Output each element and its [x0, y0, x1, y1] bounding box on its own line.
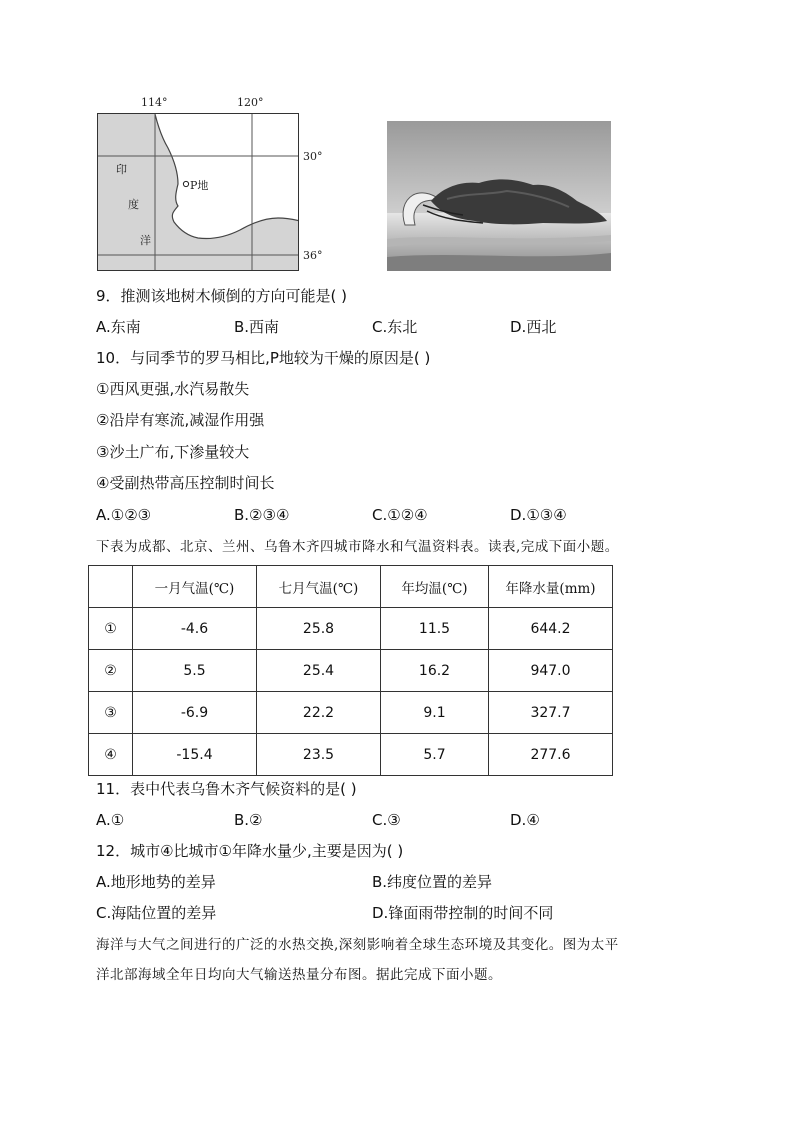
table-intro: 下表为成都、北京、兰州、乌鲁木齐四城市降水和气温资料表。读表,完成下面小题。	[96, 539, 619, 555]
q10-statement-2: ②沿岸有寒流,减湿作用强	[96, 411, 265, 429]
question-10-stem: 10．与同季节的罗马相比,P地较为干燥的原因是( )	[96, 349, 431, 367]
question-9-stem: 9．推测该地树木倾倒的方向可能是( )	[96, 287, 348, 305]
table-header-row	[89, 566, 613, 608]
table-cell: 5.7	[381, 734, 489, 776]
ocean-label-char-2: 度	[128, 198, 139, 211]
q10-option-b: B.②③④	[234, 506, 290, 524]
table-cell: 947.0	[489, 650, 613, 692]
table-row	[89, 608, 613, 650]
question-11-stem: 11．表中代表乌鲁木齐气候资料的是( )	[96, 780, 357, 798]
q12-option-c: C.海陆位置的差异	[96, 904, 217, 922]
q9-option-d: D.西北	[510, 318, 557, 336]
q10-option-d: D.①③④	[510, 506, 567, 524]
table-cell: 25.8	[257, 608, 381, 650]
table-header-cell: 七月气温(℃)	[257, 566, 381, 608]
table-cell: 25.4	[257, 650, 381, 692]
table-cell: 5.5	[133, 650, 257, 692]
table-cell: 23.5	[257, 734, 381, 776]
closing-paragraph-line-2: 洋北部海域全年日均向大气输送热量分布图。据此完成下面小题。	[96, 967, 502, 983]
table-header-cell: 年均温(℃)	[381, 566, 489, 608]
table-cell: -6.9	[133, 692, 257, 734]
lon-label-114: 114°	[141, 96, 168, 109]
lat-label-36: 36°	[303, 249, 323, 262]
closing-paragraph-line-1: 海洋与大气之间进行的广泛的水热交换,深刻影响着全球生态环境及其变化。图为太平	[96, 937, 619, 953]
photo-drawing	[387, 121, 611, 271]
table-row	[89, 734, 613, 776]
ocean-label-char-3: 洋	[140, 234, 151, 247]
q9-option-b: B.西南	[234, 318, 280, 336]
p-location-label: P地	[190, 179, 209, 192]
q11-option-b: B.②	[234, 811, 263, 829]
q10-option-a: A.①②③	[96, 506, 152, 524]
table-header-cell: 一月气温(℃)	[133, 566, 257, 608]
table-cell: 9.1	[381, 692, 489, 734]
question-12-stem: 12．城市④比城市①年降水量少,主要是因为( )	[96, 842, 404, 860]
table-cell: 22.2	[257, 692, 381, 734]
table-header-cell: 年降水量(mm)	[489, 566, 613, 608]
q9-option-c: C.东北	[372, 318, 418, 336]
q11-option-c: C.③	[372, 811, 401, 829]
table-cell: ③	[89, 692, 133, 734]
q10-statement-1: ①西风更强,水汽易散失	[96, 380, 250, 398]
table-cell: 327.7	[489, 692, 613, 734]
table-cell: -4.6	[133, 608, 257, 650]
q12-option-a: A.地形地势的差异	[96, 873, 216, 891]
q10-statement-3: ③沙土广布,下渗量较大	[96, 443, 250, 461]
lat-label-30: 30°	[303, 150, 323, 163]
lon-label-120: 120°	[237, 96, 264, 109]
q9-option-a: A.东南	[96, 318, 141, 336]
q11-option-a: A.①	[96, 811, 125, 829]
table-row	[89, 692, 613, 734]
table-cell: 16.2	[381, 650, 489, 692]
q10-statement-4: ④受副热带高压控制时间长	[96, 474, 275, 492]
table-cell: ②	[89, 650, 133, 692]
p-location-marker	[183, 181, 188, 186]
table-cell: 644.2	[489, 608, 613, 650]
q11-option-d: D.④	[510, 811, 540, 829]
table-cell: ①	[89, 608, 133, 650]
table-cell: -15.4	[133, 734, 257, 776]
table-cell: ④	[89, 734, 133, 776]
table-cell: 277.6	[489, 734, 613, 776]
leaning-tree-photo	[387, 121, 611, 271]
table-cell: 11.5	[381, 608, 489, 650]
q12-option-d: D.锋面雨带控制的时间不同	[372, 904, 554, 922]
climate-data-table	[88, 565, 613, 776]
table-row	[89, 650, 613, 692]
ocean-label-char-1: 印	[116, 163, 127, 176]
q10-option-c: C.①②④	[372, 506, 428, 524]
table-header-cell	[89, 566, 133, 608]
q12-option-b: B.纬度位置的差异	[372, 873, 493, 891]
